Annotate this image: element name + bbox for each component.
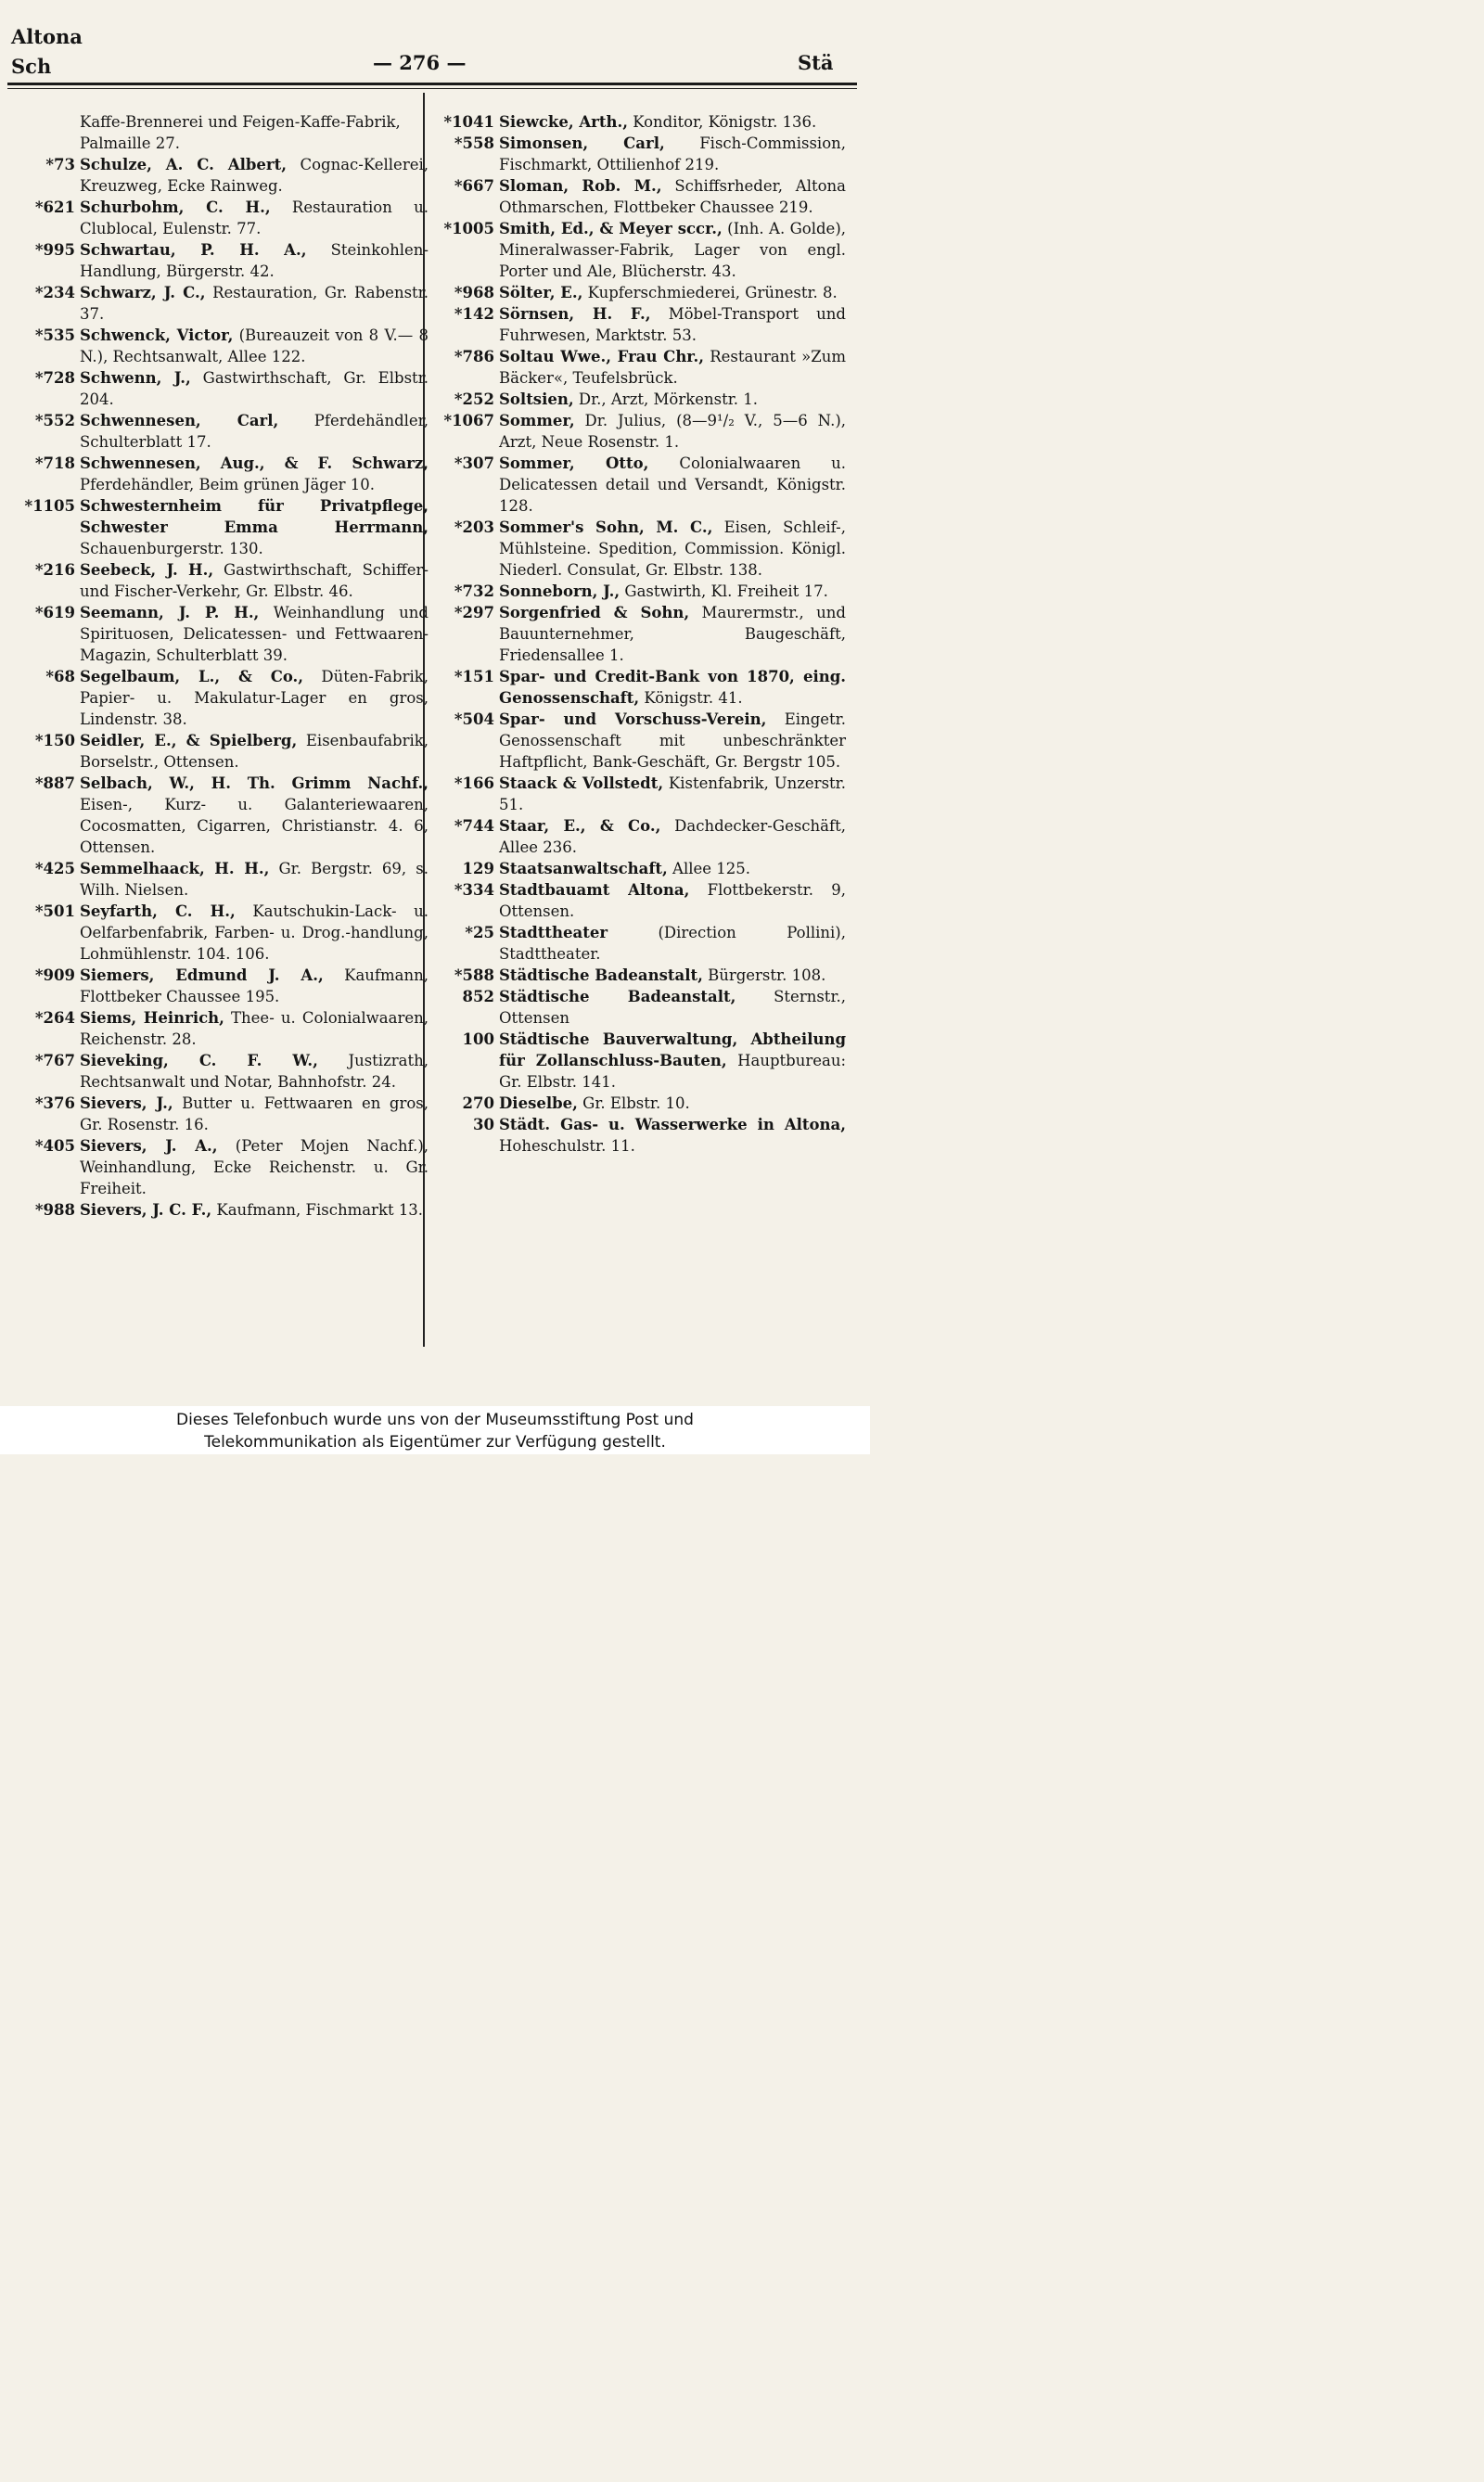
footer-line-1: Dieses Telefonbuch wurde uns von der Museumsstiftung Post und xyxy=(176,1411,694,1429)
phone-number: *1041 xyxy=(443,113,494,131)
phone-number: *728 xyxy=(34,369,75,387)
subscriber-name: Seyfarth, C. H., xyxy=(80,902,236,920)
directory-entry xyxy=(432,1029,846,1093)
subscriber-name: Spar- und Credit-Bank von 1870, eing. Genossenschaft, xyxy=(499,668,846,707)
phone-number: *767 xyxy=(34,1052,75,1069)
phone-number: 852 xyxy=(462,988,494,1005)
subscriber-details: Gastwirthschaft, Gr. Elbstr. 204. xyxy=(80,369,429,408)
subscriber-details: Schiffsrheder, Altona Othmarschen, Flottbeker Chaussee 219. xyxy=(499,177,847,216)
phone-number: *995 xyxy=(34,241,75,259)
subscriber-details: Thee- u. Colonialwaaren, Reichenstr. 28. xyxy=(80,1009,429,1048)
subscriber-name: Staar, E., & Co., xyxy=(499,817,661,835)
subscriber-details: Möbel-Transport und Fuhrwesen, Marktstr. 53. xyxy=(499,305,846,344)
phone-number: *621 xyxy=(34,198,75,216)
subscriber-details: Kistenfabrik, Unzerstr. 51. xyxy=(499,774,846,813)
subscriber-name: Schulze, A. C. Albert, xyxy=(80,156,287,173)
phone-number: *504 xyxy=(454,710,494,728)
subscriber-name: Schurbohm, C. H., xyxy=(80,198,271,216)
header-rule-thick xyxy=(7,83,857,85)
phone-number: *535 xyxy=(34,326,75,344)
subscriber-name: Sommer, xyxy=(499,412,575,429)
directory-entry xyxy=(13,282,429,325)
directory-entry xyxy=(13,1007,429,1050)
subscriber-details: Kaufmann, Fischmarkt 13. xyxy=(211,1201,424,1219)
directory-entry xyxy=(13,965,429,1007)
phone-number: 100 xyxy=(462,1030,494,1048)
phone-number: *334 xyxy=(454,881,494,899)
directory-entry xyxy=(13,602,429,666)
subscriber-name: Schwennesen, Aug., & F. Schwarz, xyxy=(80,454,429,472)
subscriber-details: Königstr. 41. xyxy=(639,689,743,707)
phone-number: *552 xyxy=(34,412,75,429)
phone-number: 129 xyxy=(462,860,494,877)
directory-entry xyxy=(432,1114,846,1157)
phone-number: *425 xyxy=(34,860,75,877)
subscriber-details: Kupferschmiederei, Grünestr. 8. xyxy=(582,284,838,301)
subscriber-details: Pferdehändler, Schulterblatt 17. xyxy=(80,412,429,451)
subscriber-details: Restauration u. Clublocal, Eulenstr. 77. xyxy=(80,198,429,237)
subscriber-details: Cognac-Kellerei, Kreuzweg, Ecke Rainweg. xyxy=(80,156,429,195)
phone-number: *968 xyxy=(454,284,494,301)
directory-entry xyxy=(432,879,846,922)
subscriber-name: Sievers, J. C. F., xyxy=(80,1201,212,1219)
subscriber-name: Spar- und Vorschuss-Verein, xyxy=(499,710,767,728)
subscriber-details: Weinhandlung und Spirituosen, Delicatessen- und Fettwaaren-Magazin, Schulterblatt 39. xyxy=(80,604,429,664)
directory-entry xyxy=(13,773,429,858)
subscriber-name: Schwennesen, Carl, xyxy=(80,412,279,429)
phone-number: *203 xyxy=(454,518,494,536)
directory-entry xyxy=(13,666,429,730)
subscriber-name: Sommer, Otto, xyxy=(499,454,649,472)
directory-entry xyxy=(13,858,429,901)
phone-number: *216 xyxy=(34,561,75,579)
subscriber-name: Semmelhaack, H. H., xyxy=(80,860,270,877)
subscriber-name: Sloman, Rob. M., xyxy=(499,177,662,195)
subscriber-name: Smith, Ed., & Meyer sccr., xyxy=(499,220,723,237)
phone-number: *264 xyxy=(34,1009,75,1027)
phone-number: *588 xyxy=(454,966,494,984)
directory-entry xyxy=(432,218,846,282)
phone-number: *252 xyxy=(454,390,494,408)
subscriber-details: Bürgerstr. 108. xyxy=(702,966,826,984)
subscriber-name: Sievers, J., xyxy=(80,1094,173,1112)
subscriber-details: Hauptbureau: Gr. Elbstr. 141. xyxy=(499,1052,847,1091)
directory-entry xyxy=(432,346,846,389)
phone-number: *667 xyxy=(454,177,494,195)
subscriber-name: Staack & Vollstedt, xyxy=(499,774,664,792)
page-number: — 276 — xyxy=(373,51,467,74)
subscriber-details: Dr., Arzt, Mörkenstr. 1. xyxy=(573,390,759,408)
phone-number: *151 xyxy=(454,668,494,685)
subscriber-name: Sonneborn, J., xyxy=(499,582,620,600)
subscriber-name: Siemers, Edmund J. A., xyxy=(80,966,324,984)
subscriber-name: Soltsien, xyxy=(499,390,574,408)
subscriber-name: Stadtbauamt Altona, xyxy=(499,881,690,899)
subscriber-details: Eingetr. Genossenschaft mit unbeschränkter Haftpflicht, Bank-Geschäft, Gr. Bergstr 105. xyxy=(499,710,846,771)
subscriber-details: Hoheschulstr. 11. xyxy=(499,1137,635,1155)
phone-number: *988 xyxy=(34,1201,75,1219)
subscriber-details: Gastwirth, Kl. Freiheit 17. xyxy=(620,582,828,600)
subscriber-details: Justizrath, Rechtsanwalt und Notar, Bahnhofstr. 24. xyxy=(80,1052,429,1091)
subscriber-details: Pferdehändler, Beim grünen Jäger 10. xyxy=(80,476,375,493)
subscriber-details: Eisen, Schleif-, Mühlsteine. Spedition, Commission. Königl. Niederl. Consulat, Gr. Elbstr. 138. xyxy=(499,518,846,579)
directory-entry xyxy=(432,773,846,815)
continuation-text: Kaffe-Brennerei und Feigen-Kaffe-Fabrik, Palmaille 27. xyxy=(80,113,401,152)
subscriber-details: Konditor, Königstr. 136. xyxy=(627,113,817,131)
subscriber-details: (Inh. A. Golde), Mineralwasser-Fabrik, Lager von engl. Porter und Ale, Blücherstr. 43. xyxy=(499,220,847,280)
subscriber-name: Sievers, J. A., xyxy=(80,1137,218,1155)
subscriber-name: Städtische Badeanstalt, xyxy=(499,988,736,1005)
directory-entry xyxy=(432,175,846,218)
directory-entry xyxy=(432,517,846,581)
footer-notice xyxy=(0,1406,870,1454)
directory-entry xyxy=(13,239,429,282)
directory-entry xyxy=(432,1093,846,1114)
subscriber-details: Eisenbaufabrik, Borselstr., Ottensen. xyxy=(80,732,429,771)
subscriber-name: Simonsen, Carl, xyxy=(499,134,665,152)
subscriber-details: Dachdecker-Geschäft, Allee 236. xyxy=(499,817,846,856)
directory-entry xyxy=(432,922,846,965)
subscriber-name: Siems, Heinrich, xyxy=(80,1009,224,1027)
subscriber-name: Selbach, W., H. Th. Grimm Nachf., xyxy=(80,774,429,792)
phone-number: 30 xyxy=(473,1116,494,1133)
directory-entry xyxy=(13,1199,429,1221)
directory-entry xyxy=(432,709,846,773)
directory-entry xyxy=(13,1050,429,1093)
subscriber-name: Schwarz, J. C., xyxy=(80,284,206,301)
directory-entry xyxy=(13,410,429,453)
phone-number: *887 xyxy=(34,774,75,792)
directory-entry xyxy=(432,453,846,517)
right-entry-list xyxy=(432,111,846,1157)
subscriber-details: Gr. Bergstr. 69, s. Wilh. Nielsen. xyxy=(80,860,429,899)
directory-entry xyxy=(432,581,846,602)
phone-number: *909 xyxy=(34,966,75,984)
subscriber-details: Butter u. Fettwaaren en gros, Gr. Rosenstr. 16. xyxy=(80,1094,429,1133)
subscriber-details: Kautschukin-Lack- u. Oelfarbenfabrik, Farben- u. Drog.-handlung, Lohmühlenstr. 104. 106. xyxy=(80,902,429,963)
subscriber-name: Siewcke, Arth., xyxy=(499,113,628,131)
phone-number: *405 xyxy=(34,1137,75,1155)
subscriber-details: Allee 125. xyxy=(667,860,751,877)
directory-entry xyxy=(13,197,429,239)
phone-number: *376 xyxy=(34,1094,75,1112)
phone-number: *25 xyxy=(465,924,494,941)
subscriber-name: Schwenn, J., xyxy=(80,369,191,387)
phone-number: *234 xyxy=(34,284,75,301)
subscriber-details: Steinkohlen-Handlung, Bürgerstr. 42. xyxy=(80,241,429,280)
subscriber-details: Schauenburgerstr. 130. xyxy=(80,540,263,557)
directory-entry xyxy=(432,389,846,410)
directory-entry xyxy=(432,410,846,453)
subscriber-details: Eisen-, Kurz- u. Galanteriewaaren, Cocosmatten, Cigarren, Christianstr. 4. 6, Ottensen. xyxy=(80,796,429,856)
phone-number: *297 xyxy=(454,604,494,621)
phone-number: *619 xyxy=(34,604,75,621)
subscriber-name: Schwartau, P. H. A., xyxy=(80,241,307,259)
subscriber-name: Sorgenfried & Sohn, xyxy=(499,604,690,621)
subscriber-details: Dr. Julius, (8—9¹/₂ V., 5—6 N.), Arzt, Neue Rosenstr. 1. xyxy=(499,412,846,451)
subscriber-name: Segelbaum, L., & Co., xyxy=(80,668,304,685)
left-column xyxy=(13,111,429,1221)
city-heading: Altona xyxy=(11,25,83,48)
subscriber-name: Soltau Wwe., Frau Chr., xyxy=(499,348,704,365)
subscriber-details: Düten-Fabrik, Papier- u. Makulatur-Lager en gros, Lindenstr. 38. xyxy=(80,668,429,728)
phone-number: *68 xyxy=(45,668,75,685)
phone-number: *558 xyxy=(454,134,494,152)
directory-entry xyxy=(432,815,846,858)
subscriber-name: Sommer's Sohn, M. C., xyxy=(499,518,713,536)
subscriber-details: Restaurant »Zum Bäcker«, Teufelsbrück. xyxy=(499,348,846,387)
subscriber-name: Staatsanwaltschaft, xyxy=(499,860,668,877)
phone-number: *1005 xyxy=(443,220,494,237)
phone-number: *732 xyxy=(454,582,494,600)
directory-entry xyxy=(432,986,846,1029)
directory-entry xyxy=(432,111,846,133)
subscriber-details: Fisch-Commission, Fischmarkt, Ottilienhof 219. xyxy=(499,134,847,173)
directory-entry xyxy=(432,133,846,175)
phone-number: *501 xyxy=(34,902,75,920)
subscriber-details: Restauration, Gr. Rabenstr. 37. xyxy=(80,284,429,323)
subscriber-details: Sternstr., Ottensen xyxy=(499,988,847,1027)
phone-number: 270 xyxy=(462,1094,494,1112)
directory-entry xyxy=(432,303,846,346)
phone-number: *166 xyxy=(454,774,494,792)
phone-number: *150 xyxy=(34,732,75,749)
subscriber-details: (Peter Mojen Nachf.), Weinhandlung, Ecke Reichenstr. u. Gr. Freiheit. xyxy=(80,1137,429,1197)
directory-entry xyxy=(13,901,429,965)
subscriber-details: Flottbekerstr. 9, Ottensen. xyxy=(499,881,846,920)
directory-entry xyxy=(13,559,429,602)
directory-entry xyxy=(13,1093,429,1135)
subscriber-name: Städt. Gas- u. Wasserwerke in Altona, xyxy=(499,1116,846,1133)
subscriber-name: Seemann, J. P. H., xyxy=(80,604,260,621)
directory-entry xyxy=(432,666,846,709)
directory-page xyxy=(0,0,870,1406)
subscriber-name: Seebeck, J. H., xyxy=(80,561,214,579)
right-column xyxy=(432,111,846,1157)
subscriber-name: Schwesternheim für Privatpflege, Schwester Emma Herrmann, xyxy=(80,497,429,536)
directory-entry xyxy=(13,325,429,367)
directory-entry xyxy=(432,602,846,666)
subscriber-name: Sieveking, C. F. W., xyxy=(80,1052,318,1069)
directory-entry xyxy=(13,154,429,197)
subscriber-name: Sörnsen, H. F., xyxy=(499,305,651,323)
phone-number: *142 xyxy=(454,305,494,323)
subscriber-details: (Direction Pollini), Stadttheater. xyxy=(499,924,846,963)
subscriber-details: Kaufmann, Flottbeker Chaussee 195. xyxy=(80,966,429,1005)
phone-number: *1105 xyxy=(24,497,75,515)
directory-entry xyxy=(432,965,846,986)
directory-entry xyxy=(13,730,429,773)
phone-number: *1067 xyxy=(443,412,494,429)
phone-number: *718 xyxy=(34,454,75,472)
directory-entry xyxy=(13,495,429,559)
header-rule-thin xyxy=(7,88,857,89)
subscriber-details: Gastwirthschaft, Schiffer- und Fischer-Verkehr, Gr. Elbstr. 46. xyxy=(80,561,429,600)
range-end: Stä xyxy=(798,51,834,74)
phone-number: *744 xyxy=(454,817,494,835)
directory-entry xyxy=(13,1135,429,1199)
subscriber-details: Colonialwaaren u. Delicatessen detail und Versandt, Königstr. 128. xyxy=(499,454,847,515)
directory-entry xyxy=(13,367,429,410)
subscriber-details: Maurermstr., und Bauunternehmer, Baugeschäft, Friedensallee 1. xyxy=(499,604,846,664)
subscriber-name: Stadttheater xyxy=(499,924,608,941)
subscriber-details: Gr. Elbstr. 10. xyxy=(577,1094,690,1112)
subscriber-name: Sölter, E., xyxy=(499,284,583,301)
left-entry-list xyxy=(13,154,429,1221)
subscriber-name: Städtische Bauverwaltung, Abtheilung für Zollanschluss-Bauten, xyxy=(499,1030,846,1069)
subscriber-name: Seidler, E., & Spielberg, xyxy=(80,732,298,749)
range-start: Sch xyxy=(11,55,52,78)
subscriber-name: Städtische Badeanstalt, xyxy=(499,966,703,984)
footer-line-2: Telekommunikation als Eigentümer zur Verfügung gestellt. xyxy=(204,1433,666,1452)
directory-entry xyxy=(432,858,846,879)
directory-entry xyxy=(13,453,429,495)
phone-number: *73 xyxy=(45,156,75,173)
directory-entry xyxy=(432,282,846,303)
subscriber-name: Schwenck, Victor, xyxy=(80,326,234,344)
phone-number: *307 xyxy=(454,454,494,472)
phone-number: *786 xyxy=(454,348,494,365)
subscriber-details: (Bureauzeit von 8 V.— 8 N.), Rechtsanwalt, Allee 122. xyxy=(80,326,429,365)
subscriber-name: Dieselbe, xyxy=(499,1094,578,1112)
